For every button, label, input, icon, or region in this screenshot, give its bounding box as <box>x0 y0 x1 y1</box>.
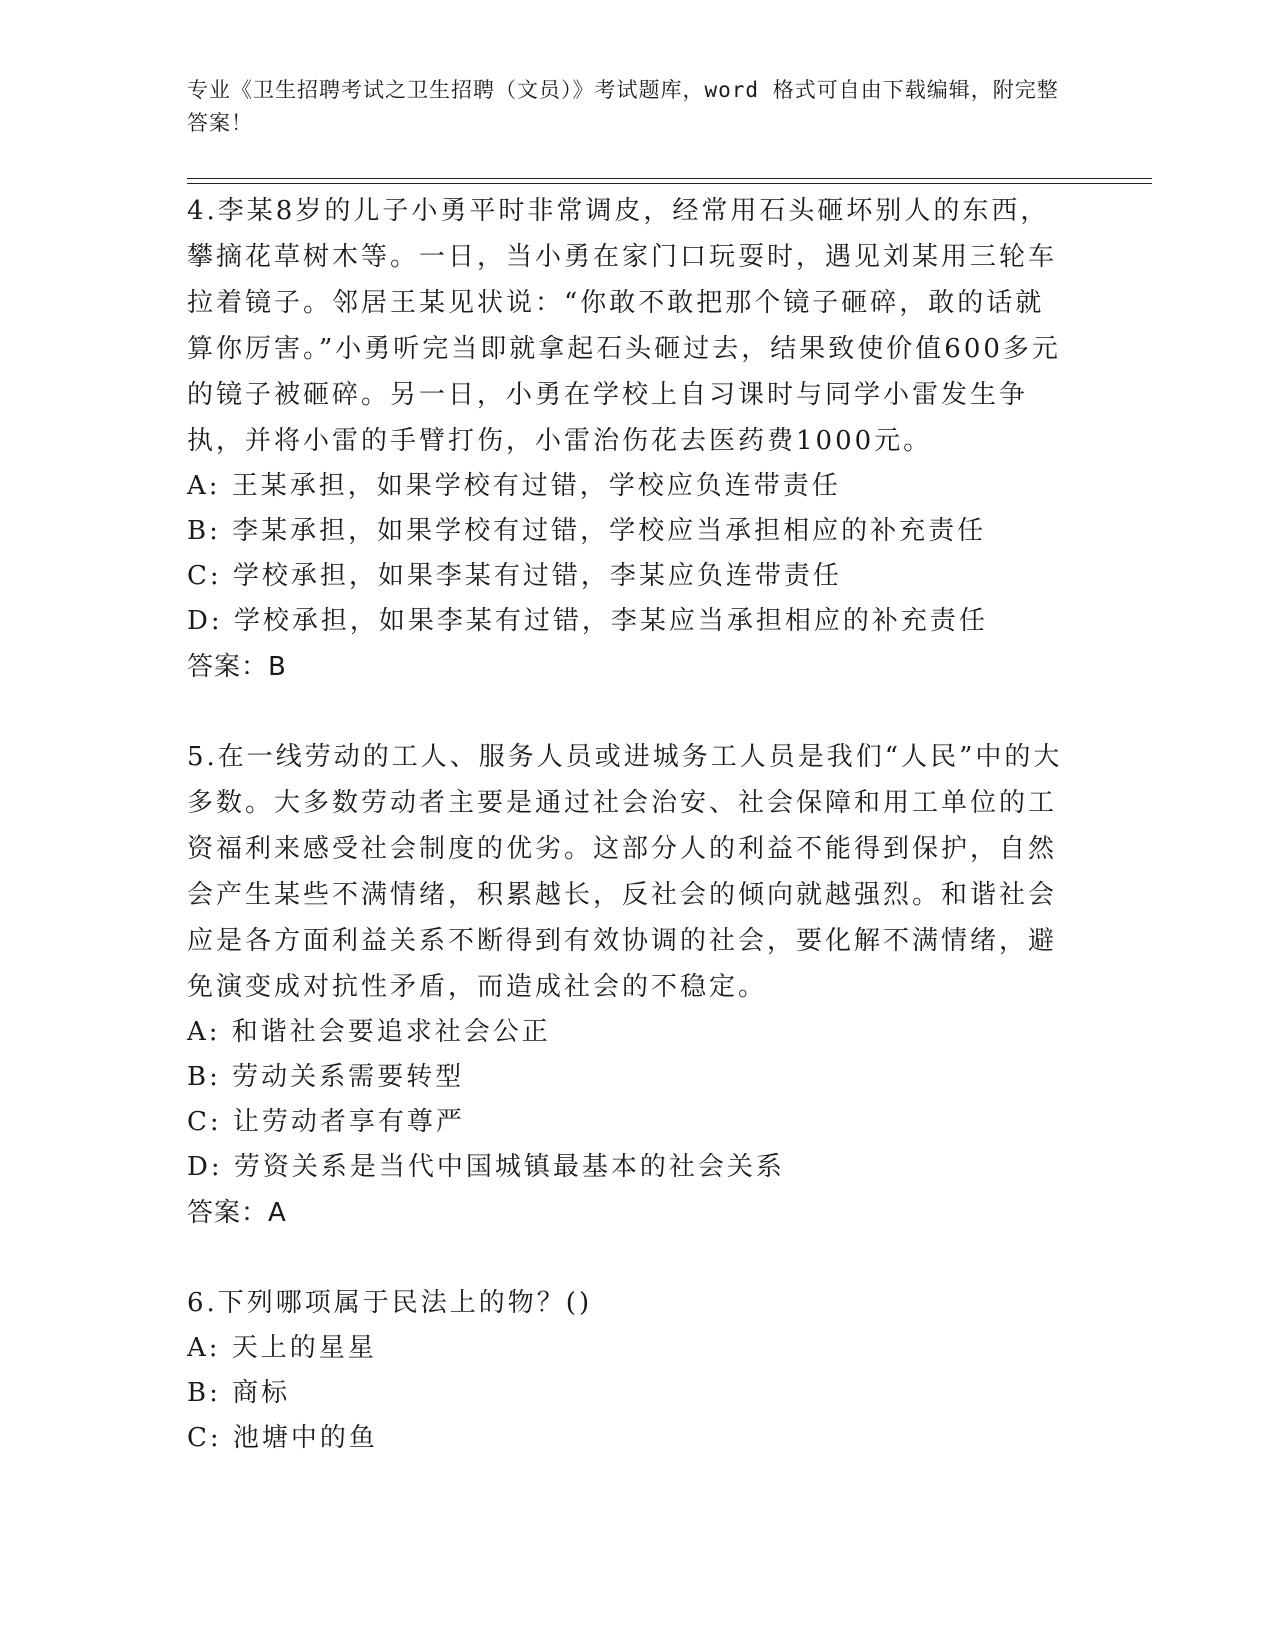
option-d: D: 劳资关系是当代中国城镇最基本的社会关系 <box>187 1152 785 1182</box>
question-stem: 5.在一线劳动的工人、服务人员或进城务工人员是我们“人民”中的大多数。大多数劳动者主要是通过社会治安、社会保障和用工单位的工资福利来感受社会制度的优劣。这部分人的利益不能得到保护，自然会产生某些不满情绪，积累越长，反社会的倾向就越强烈。和谐社会应是各方面利益关系不断得到有效协调的社会，要化解不满情绪，避免演变成对抗性矛盾，而造成社会的不稳定。 <box>187 742 1063 1002</box>
answer-line: 答案：A <box>187 1198 287 1228</box>
option-b: B: 李某承担，如果学校有过错，学校应当承担相应的补充责任 <box>187 516 987 546</box>
question-gap <box>187 690 1067 734</box>
header-rule-bottom <box>187 183 1152 184</box>
option-d: D: 学校承担，如果李某有过错，李某应当承担相应的补充责任 <box>187 606 988 636</box>
question-list <box>187 188 1067 1461</box>
answer-line: 答案：B <box>187 652 287 682</box>
option-b: B: 商标 <box>187 1378 291 1408</box>
option-c: C: 学校承担，如果李某有过错，李某应负连带责任 <box>187 561 842 591</box>
option-c: C: 让劳动者享有尊严 <box>187 1107 465 1137</box>
option-c: C: 池塘中的鱼 <box>187 1423 378 1453</box>
question-5 <box>187 734 1067 1236</box>
question-4 <box>187 188 1067 690</box>
page-header: 专业《卫生招聘考试之卫生招聘（文员）》考试题库，word 格式可自由下载编辑，附完整答案！ <box>187 78 1059 135</box>
question-stem: 4.李某8岁的儿子小勇平时非常调皮，经常用石头砸坏别人的东西，攀摘花草树木等。一日，当小勇在家门口玩耍时，遇见刘某用三轮车拉着镜子。邻居王某见状说：“你敢不敢把那个镜子砸碎，敢的话就算你厉害。”小勇听完当即就拿起石头砸过去，结果致使价值600多元的镜子被砸碎。另一日，小勇在学校上自习课时与同学小雷发生争执，并将小雷的手臂打伤，小雷治伤花去医药费1000元。 <box>187 196 1061 456</box>
question-6 <box>187 1280 1067 1461</box>
question-gap <box>187 1236 1067 1280</box>
question-stem: 6.下列哪项属于民法上的物？() <box>187 1288 593 1318</box>
option-a: A: 和谐社会要追求社会公正 <box>187 1017 551 1047</box>
header-rule-top <box>187 178 1152 179</box>
option-b: B: 劳动关系需要转型 <box>187 1062 465 1092</box>
option-a: A: 天上的星星 <box>187 1333 377 1363</box>
option-a: A: 王某承担，如果学校有过错，学校应负连带责任 <box>187 471 841 501</box>
